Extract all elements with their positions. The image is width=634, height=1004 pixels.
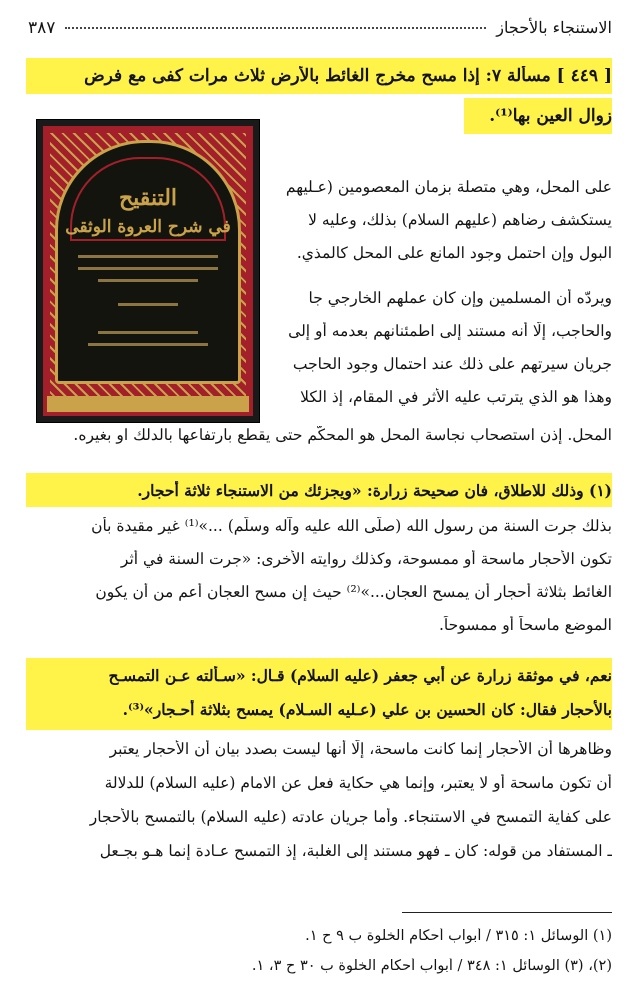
cover-text-line <box>78 255 218 258</box>
footnote-line-6: أن تكون ماسحة أو لا يعتبر، وإنما هي حكاية فعل عن الامام (عليه السلام) للدلالة <box>104 774 612 792</box>
cover-text-line <box>98 331 198 334</box>
quote-line-1: نعم، في موثقة زرارة عن أبي جعفر (عليه السلام) قـال: «سـألته عـن التمسـح <box>108 666 612 685</box>
body-line-5: والحاجب، إلّا أنه مستند إلى اطمئنانهم بعدمه أو إلى <box>288 322 612 340</box>
footnote-line-5: وظاهرها أن الأحجار إنما كانت ماسحة، إلّا أنها ليست بصدد بيان أن الأحجار يعتبر <box>109 740 612 758</box>
running-header <box>28 18 612 44</box>
header-leader-dots <box>65 27 486 29</box>
footnote-line-7: على كفاية التمسح في الاستنجاء. وأما جريان عادته (عليه السلام) بالتمسح بالأحجار <box>89 808 612 826</box>
body-line-7: وهذا هو الذي يترتب عليه الأثر في المقام، إذ الكلا <box>300 388 612 406</box>
header-title: الاستنجاء بالأحجاز <box>496 18 612 37</box>
cover-arch-panel <box>55 140 241 384</box>
cover-subtitle: في شرح العروة الوثقى <box>65 217 231 237</box>
book-cover-image <box>37 120 259 422</box>
body-line-3: البول وإن احتمل وجود المانع على المحل كالمذي. <box>296 244 612 262</box>
quote-line-2: بالأحجار فقال: كان الحسين بن علي (عـليه السـلام) يمسح بثلاثة أحـجار»⁽³⁾. <box>122 700 612 719</box>
body-line-4: ويردّه أن المسلمين وإن كان عملهم الخارجي جا <box>308 289 612 307</box>
footnote-lead: (١) وذلك للاطلاق، فان صحيحة زرارة: «ويجزئك من الاستنجاء ثلاثة أحجار. <box>137 481 612 500</box>
heading-line-2: زوال العين بها⁽¹⁾. <box>489 106 612 126</box>
reference-1: (١) الوسائل ١: ٣١٥ / أبواب أحكام الخلوة ب ٩ ح ١. <box>305 928 612 944</box>
body-line-8: المحل. إذن استصحاب نجاسة المحل هو المحكّم حتى يقطع بارتفاعها بالدلك او بغيره. <box>73 426 612 444</box>
cover-text-line <box>78 267 218 270</box>
body-line-1: على المحل، وهي متصلة بزمان المعصومين (عـليهم <box>285 178 612 196</box>
footnote-line-1: بذلك جرت السنة من رسول الله (صلّى الله عليه وآله وسلّم) ...»⁽¹⁾ غير مقيدة بأن <box>91 517 612 535</box>
cover-title: التنقيح <box>118 185 178 211</box>
footnote-line-4: الموضع ماسحاً أو ممسوحاً. <box>438 616 612 634</box>
page-number: ٣٨٧ <box>28 18 56 38</box>
heading-line-1: [ ٤٤٩ ] مسألة ٧: إذا مسح مخرج الغائط بالأرض ثلاث مرات كفى مع فرض <box>84 66 612 86</box>
footnote-line-8: ـ المستفاد من قوله: كان ـ فهو مستند إلى الغلبة، إذ التمسح عـادة إنما هـو بجـعل <box>99 842 612 860</box>
footnote-rule <box>402 912 612 913</box>
cover-text-line <box>98 279 198 282</box>
cover-bottom-band <box>47 396 249 412</box>
cover-text-line <box>88 343 208 346</box>
footnote-line-2: تكون الأحجار ماسحة أو ممسوحة، وكذلك روايته الأُخرى: «جرت السنة في أثر <box>120 550 612 568</box>
footnote-line-3: الغائط بثلاثة أحجار أن يمسح العجان...»⁽²⁾ حيث إن مسح العجان أعم من أن يكون <box>95 583 612 601</box>
cover-text-line <box>118 303 178 306</box>
body-line-2: يستكشف رضاهم (عليهم السلام) بذلك، وعليه لا <box>308 211 612 229</box>
reference-2: (٢)، (٣) الوسائل ١: ٣٤٨ / أبواب أحكام الخلوة ب ٣٠ ح ٣، ١. <box>251 958 612 974</box>
body-line-6: جريان سيرتهم على ذلك عند احتمال وجود الحاجب <box>292 355 612 373</box>
